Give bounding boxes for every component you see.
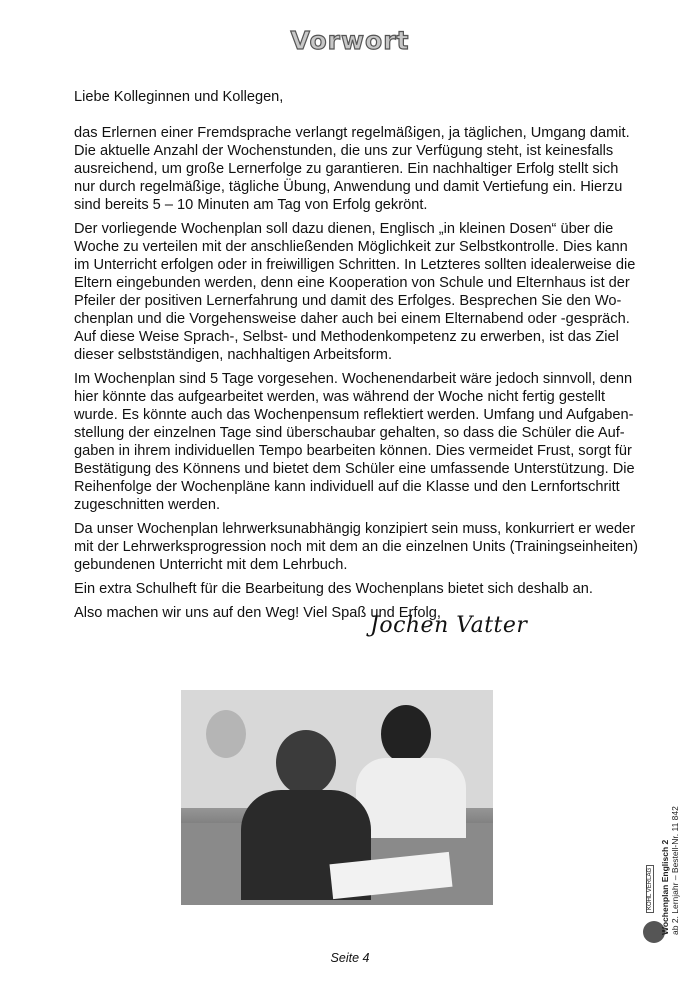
text-line: sind bereits 5 – 10 Minuten am Tag von Erfolg gekrönt. xyxy=(74,197,428,213)
text-line: dieser selbstständigen, nachhaltigen Arbeitsform. xyxy=(74,347,393,363)
greeting: Liebe Kolleginnen und Kollegen, xyxy=(74,89,284,105)
paragraph xyxy=(74,220,654,364)
text-line: im Unterricht erfolgen oder in freiwilligen Schritten. In Letzteres sollten idealerweise die xyxy=(74,257,636,273)
text-line: Die aktuelle Anzahl der Wochenstunden, die uns zur Verfügung steht, ist keinesfalls xyxy=(74,143,614,159)
text-line: hier könnte das aufgearbeitet werden, was während der Woche nicht fertig gestellt xyxy=(74,389,606,405)
text-line: chenplan und die Vorgehensweise daher auch bei einem Elternabend oder -gespräch. xyxy=(74,311,630,327)
publisher-logo: KOHL VERLAG xyxy=(646,865,654,913)
text-line: Woche zu verteilen mit der anschließenden Möglichkeit zur Selbstkontrolle. Dies kann xyxy=(74,239,628,255)
text-line: das Erlernen einer Fremdsprache verlangt regelmäßigen, ja täglichen, Umgang damit. xyxy=(74,125,630,141)
classroom-photo xyxy=(181,690,493,905)
paragraph xyxy=(74,580,654,598)
text-line: Pfeiler der positiven Lernerfahrung und damit des Erfolges. Besprechen Sie den Wo- xyxy=(74,293,622,309)
text-line: gebundenen Unterricht mit dem Lehrbuch. xyxy=(74,557,348,573)
imprint-title: Wochenplan Englisch 2 xyxy=(660,839,670,935)
text-line: Ein extra Schulheft für die Bearbeitung des Wochenplans bietet sich deshalb an. xyxy=(74,581,593,597)
text-line: Auf diese Weise Sprach-, Selbst- und Methodenkompetenz zu erwerben, ist das Ziel xyxy=(74,329,619,345)
text-line: nur durch regelmäßige, tägliche Übung, Anwendung und damit Vertiefung ein. Hierzu xyxy=(74,179,623,195)
signature: Jochen Vatter xyxy=(370,613,528,638)
text-line: Bestätigung des Könnens und bietet dem Schüler eine umfassende Unterstützung. Die xyxy=(74,461,635,477)
text-line: gaben in ihrem individuellen Tempo bearbeiten können. Dies vermeidet Frust, sorgt für xyxy=(74,443,632,459)
imprint-order-number: ab 2. Lernjahr – Bestell-Nr. 11 842 xyxy=(670,806,680,935)
text-line: Der vorliegende Wochenplan soll dazu dienen, Englisch „in kleinen Dosen“ über die xyxy=(74,221,614,237)
imprint-text xyxy=(660,806,680,935)
publisher-imprint xyxy=(640,735,680,945)
paragraph xyxy=(74,604,654,622)
text-line: zugeschnitten werden. xyxy=(74,497,221,513)
page-number: Seite 4 xyxy=(330,951,370,965)
paragraph xyxy=(74,370,654,514)
body-text xyxy=(74,88,654,628)
paragraph xyxy=(74,124,654,214)
text-line: ausreichend, um große Lernerfolge zu garantieren. Ein nachhaltiger Erfolg stellt sich xyxy=(74,161,619,177)
text-line: Da unser Wochenplan lehrwerksunabhängig konzipiert sein muss, konkurriert er weder xyxy=(74,521,636,537)
text-line: mit der Lehrwerksprogression noch mit dem an die einzelnen Units (Trainingseinheiten) xyxy=(74,539,639,555)
text-line: stellung der einzelnen Tage sind überschaubar gehalten, so dass die Schüler die Auf- xyxy=(74,425,625,441)
text-line: Also machen wir uns auf den Weg! Viel Spaß und Erfolg, xyxy=(74,605,441,621)
text-line: wurde. Es könnte auch das Wochenpensum reflektiert werden. Umfang und Aufgaben- xyxy=(74,407,634,423)
text-line: Reihenfolge der Wochenpläne kann individuell auf die Klasse und den Lernfortschritt xyxy=(74,479,620,495)
paragraph xyxy=(74,520,654,574)
page-title: Vorwort xyxy=(290,26,410,55)
text-line: Eltern eingebunden werden, denn eine Kooperation von Schule und Elternhaus ist der xyxy=(74,275,630,291)
text-line: Im Wochenplan sind 5 Tage vorgesehen. Wochenendarbeit wäre jedoch sinnvoll, denn xyxy=(74,371,633,387)
